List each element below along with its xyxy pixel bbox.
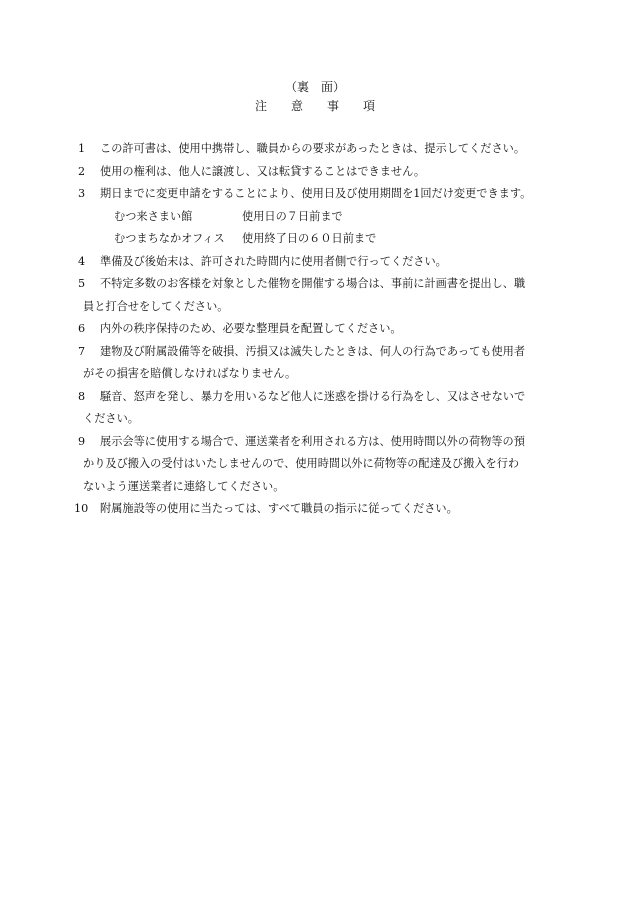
notice-text: 建物及び附属設備等を破損、汚損又は滅失したときは、何人の行為であっても使用者	[100, 344, 526, 358]
notice-text: この許可書は、使用中携帯し、職員からの要求があったときは、提示してください。	[100, 142, 526, 155]
notice-text: 附属施設等の使用に当たっては、すべて職員の指示に従ってください。	[100, 502, 458, 515]
notice-item	[78, 187, 558, 210]
notice-item	[78, 142, 558, 165]
notice-text: 不特定多数のお客様を対象とした催物を開催する場合は、事前に計画書を提出し、職	[100, 277, 526, 290]
page-side-label: （裏 面）	[284, 80, 345, 94]
notice-list	[74, 142, 558, 525]
notice-continuation	[78, 367, 558, 390]
notice-item	[78, 322, 558, 345]
notice-continuation	[78, 412, 558, 435]
notice-text: 使用の権利は、他人に譲渡し、又は転貸することはできません。	[100, 164, 426, 178]
page-title	[0, 99, 630, 113]
notice-item	[78, 255, 558, 278]
notice-continuation	[78, 480, 558, 503]
notice-text: 騒音、怒声を発し、暴力を用いるなど他人に迷惑を掛ける行為をし、又はさせないで	[100, 389, 526, 403]
notice-text: ないよう運送業者に連絡してください。	[83, 479, 285, 493]
notice-text: 期日までに変更申請をすることにより、使用日及び使用期間を1回だけ変更できます。	[100, 187, 532, 200]
notice-number: 1	[78, 142, 86, 155]
notice-number: 8	[78, 389, 86, 403]
notice-number: 5	[78, 277, 86, 290]
notice-number: 7	[78, 344, 86, 358]
notice-text: 員と打合せをしてください。	[83, 299, 229, 313]
notice-item	[78, 165, 558, 188]
notice-text: 準備及び後始末は、許可された時間内に使用者側で行ってください。	[100, 254, 447, 268]
notice-number: 9	[78, 434, 86, 448]
title-char: 事	[327, 99, 340, 113]
notice-subitem	[78, 232, 558, 255]
notice-number: 4	[78, 254, 86, 268]
facility-name: むつまちなかオフィス	[114, 232, 225, 245]
notice-text: 展示会等に使用する場合で、運送業者を利用される方は、使用時間以外の荷物等の預	[100, 434, 525, 448]
notice-subitem	[78, 210, 558, 233]
title-char: 項	[363, 99, 376, 113]
change-deadline: 使用日の７日前まで	[242, 209, 343, 223]
notice-item	[78, 345, 558, 368]
change-deadline: 使用終了日の６０日前まで	[242, 232, 377, 245]
notice-continuation	[78, 457, 558, 480]
notice-number: 2	[78, 164, 86, 178]
notice-number: 10	[74, 502, 89, 515]
title-char: 注	[254, 99, 267, 113]
notice-text: 内外の秩序保持のため、必要な整理員を配置してください。	[100, 322, 402, 335]
facility-name: むつ来さまい館	[114, 209, 193, 223]
notice-number: 3	[78, 187, 86, 200]
notice-item	[78, 277, 558, 300]
notice-text: かり及び搬入の受付はいたしませんので、使用時間以外に荷物等の配達及び搬入を行わ	[83, 457, 520, 470]
notice-number: 6	[78, 322, 86, 335]
title-char: 意	[290, 99, 303, 113]
notice-item	[78, 390, 558, 413]
notice-continuation	[78, 300, 558, 323]
notice-text: がその損害を賠償しなければなりません。	[83, 367, 297, 380]
notice-text: ください。	[83, 412, 139, 425]
notice-item	[78, 435, 558, 458]
notice-item	[74, 502, 558, 525]
